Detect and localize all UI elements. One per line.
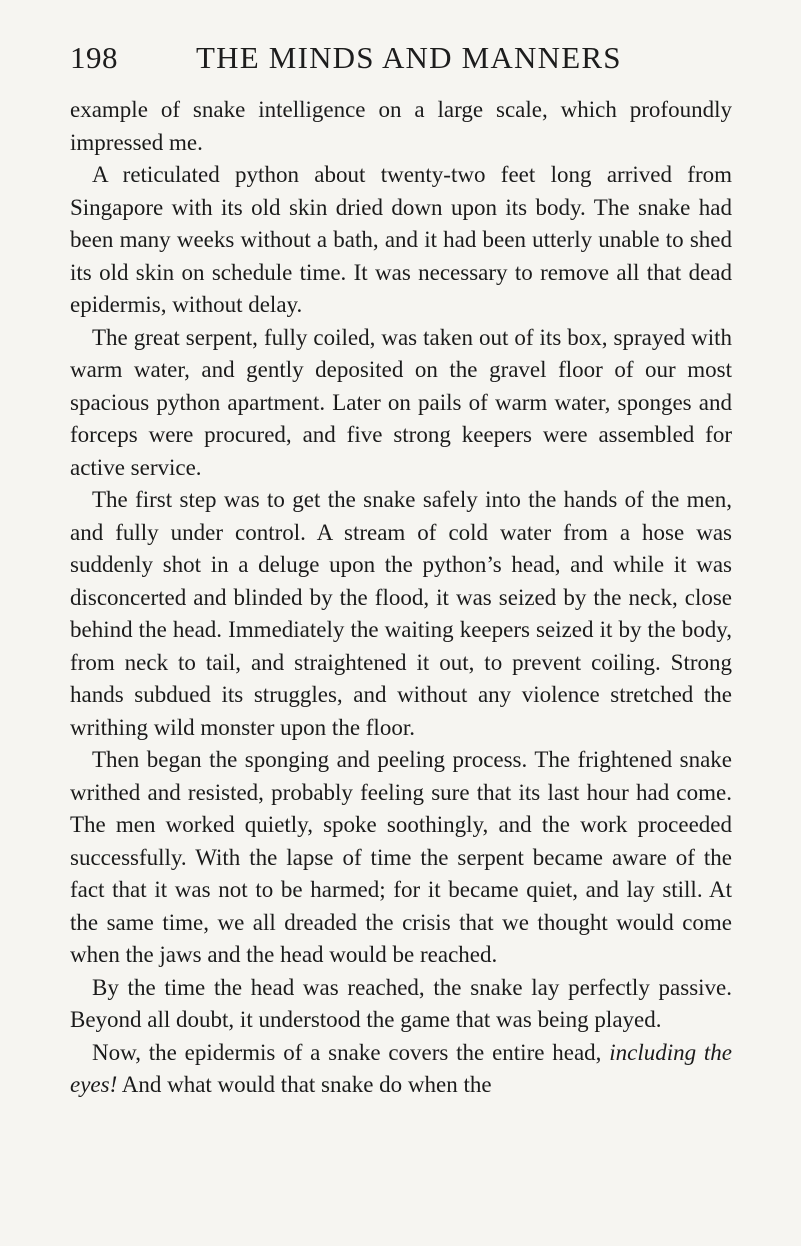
paragraph-lead-text: Now, the epidermis of a snake covers the entire head, (92, 1039, 610, 1065)
paragraph: Then began the sponging and peeling process. The frightened snake writhed and resisted, probably feeling sure that its last hour had come. The men worked quietly, spoke soothingly, and the work proceeded successfully. With the lapse of time the serpent became aware of the fact that it was not to be harmed; for it became quiet, and lay still. At the same time, we all dreaded the crisis that we thought would come when the jaws and the head would be reached. (70, 747, 732, 967)
paragraph-tail-text: And what would that snake do when the (117, 1072, 492, 1097)
paragraph-last (70, 1037, 732, 1102)
paragraph: The first step was to get the snake safely into the hands of the men, and fully under control. A stream of cold water from a hose was suddenly shot in a deluge upon the python’s head, and while it was disconcerted and blinded by the flood, it was seized by the neck, close behind the head. Immediately the waiting keepers seized it by the body, from neck to tail, and straightened it out, to prevent coiling. Strong hands subdued its struggles, and without any violence stretched the writhing wild monster upon the floor. (70, 487, 732, 740)
running-head: THE MINDS AND MANNERS (196, 40, 622, 75)
paragraph: By the time the head was reached, the snake lay perfectly passive. Beyond all doubt, it understood the game that was being played. (70, 974, 732, 1032)
page-header (70, 36, 732, 80)
paragraph: The great serpent, fully coiled, was taken out of its box, sprayed with warm water, and gently deposited on the gravel floor of our most spacious python apartment. Later on pails of warm water, sponges and forceps were procured, and five strong keepers were assembled for active service. (70, 324, 732, 480)
paragraph-continued: example of snake intelligence on a large scale, which profoundly impressed me. (70, 97, 732, 155)
body-text (70, 94, 732, 1102)
page-number: 198 (70, 40, 118, 75)
italic-emphasis: including the eyes! (70, 1039, 733, 1097)
paragraph: A reticulated python about twenty-two feet long arrived from Singapore with its old skin dried down upon its body. The snake had been many weeks without a bath, and it had been utterly unable to shed its old skin on schedule time. It was necessary to remove all that dead epidermis, without delay. (70, 162, 732, 317)
